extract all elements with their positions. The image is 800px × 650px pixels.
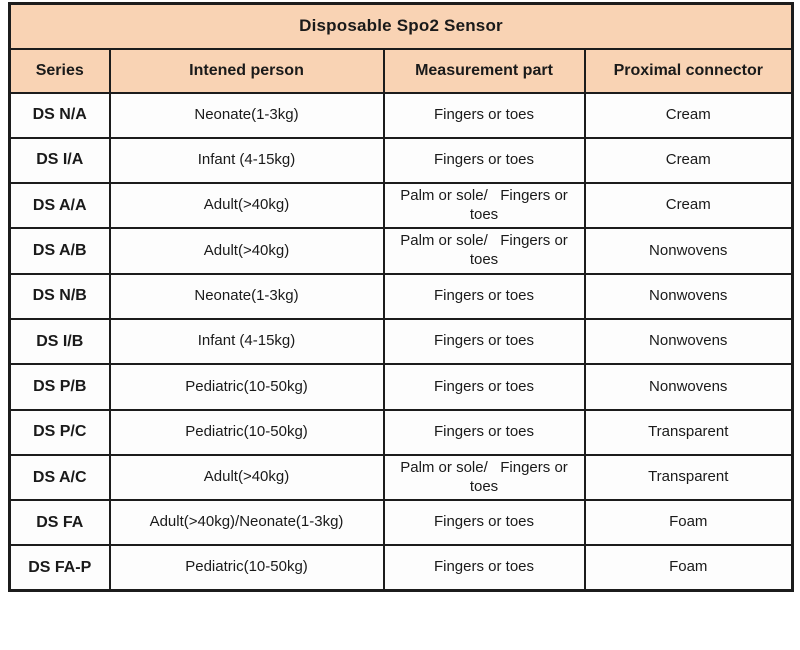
table-row (10, 410, 793, 455)
table-row (10, 545, 793, 590)
column-header-intened-person: Intened person (110, 49, 384, 93)
table-header-row (10, 49, 793, 93)
connector-cell: Foam (585, 500, 793, 545)
connector-cell: Nonwovens (585, 364, 793, 409)
connector-cell: Cream (585, 138, 793, 183)
series-cell: DS I/B (10, 319, 110, 364)
series-cell: DS FA (10, 500, 110, 545)
series-cell: DS A/B (10, 228, 110, 273)
column-header-proximal-connector: Proximal connector (585, 49, 793, 93)
connector-cell: Nonwovens (585, 274, 793, 319)
series-cell: DS P/B (10, 364, 110, 409)
connector-cell: Nonwovens (585, 319, 793, 364)
part-cell: Fingers or toes (384, 319, 585, 364)
table-title-row (10, 4, 793, 49)
person-cell: Neonate(1-3kg) (110, 93, 384, 138)
person-cell: Adult(>40kg)/Neonate(1-3kg) (110, 500, 384, 545)
table-row (10, 364, 793, 409)
person-cell: Adult(>40kg) (110, 455, 384, 500)
part-cell: Fingers or toes (384, 93, 585, 138)
person-cell: Adult(>40kg) (110, 183, 384, 228)
table-row (10, 183, 793, 228)
part-cell: Palm or sole/ Fingers or toes (384, 455, 585, 500)
series-cell: DS N/A (10, 93, 110, 138)
person-cell: Adult(>40kg) (110, 228, 384, 273)
table-row (10, 274, 793, 319)
part-cell: Fingers or toes (384, 138, 585, 183)
part-cell: Palm or sole/ Fingers or toes (384, 183, 585, 228)
connector-cell: Foam (585, 545, 793, 590)
column-header-measurement-part: Measurement part (384, 49, 585, 93)
connector-cell: Cream (585, 183, 793, 228)
series-cell: DS I/A (10, 138, 110, 183)
series-cell: DS A/A (10, 183, 110, 228)
connector-cell: Transparent (585, 410, 793, 455)
part-cell: Fingers or toes (384, 500, 585, 545)
part-cell: Fingers or toes (384, 364, 585, 409)
table-row (10, 138, 793, 183)
part-cell: Fingers or toes (384, 274, 585, 319)
series-cell: DS A/C (10, 455, 110, 500)
part-cell: Fingers or toes (384, 410, 585, 455)
person-cell: Pediatric(10-50kg) (110, 545, 384, 590)
table-title: Disposable Spo2 Sensor (10, 4, 793, 49)
table-row (10, 455, 793, 500)
column-header-series: Series (10, 49, 110, 93)
connector-cell: Cream (585, 93, 793, 138)
person-cell: Infant (4-15kg) (110, 319, 384, 364)
spo2-sensor-spec-table (8, 2, 794, 592)
connector-cell: Transparent (585, 455, 793, 500)
part-cell: Palm or sole/ Fingers or toes (384, 228, 585, 273)
table-row (10, 228, 793, 273)
person-cell: Infant (4-15kg) (110, 138, 384, 183)
person-cell: Pediatric(10-50kg) (110, 410, 384, 455)
table-row (10, 500, 793, 545)
part-cell: Fingers or toes (384, 545, 585, 590)
connector-cell: Nonwovens (585, 228, 793, 273)
series-cell: DS FA-P (10, 545, 110, 590)
person-cell: Neonate(1-3kg) (110, 274, 384, 319)
table-row (10, 319, 793, 364)
table-row (10, 93, 793, 138)
series-cell: DS N/B (10, 274, 110, 319)
series-cell: DS P/C (10, 410, 110, 455)
person-cell: Pediatric(10-50kg) (110, 364, 384, 409)
